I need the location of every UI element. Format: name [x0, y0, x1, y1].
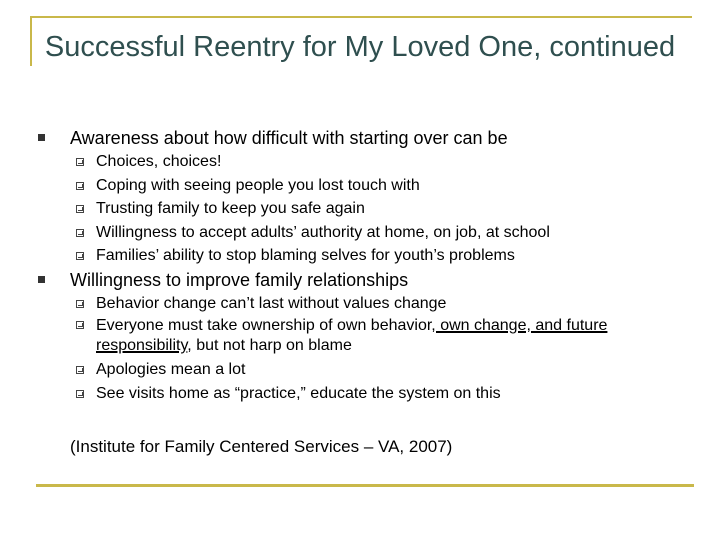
bullet-relationships [38, 268, 698, 292]
sub-bullet [38, 197, 698, 221]
sub-bullet [38, 292, 698, 316]
slide-title: Successful Reentry for My Loved One, continued [44, 31, 676, 63]
sub-bullet [38, 358, 698, 382]
sub-bullet-text-end: , but not harp on blame [187, 337, 352, 354]
bullet-text: Awareness about how difficult with starting over can be [70, 128, 508, 148]
sub-bullet-text: Coping with seeing people you lost touch with [96, 176, 420, 194]
bullet-text: Willingness to improve family relationships [70, 269, 409, 290]
sub-bullet-text: Families’ ability to stop blaming selves for youth’s problems [96, 247, 515, 264]
sub-bullet [38, 315, 698, 358]
sub-bullet [38, 382, 698, 406]
checkbox-bullet-icon [76, 158, 84, 166]
checkbox-bullet-icon [76, 205, 84, 213]
checkbox-bullet-icon [76, 182, 84, 190]
checkbox-bullet-icon [76, 390, 84, 398]
sub-bullet-text: Willingness to accept adults’ authority at home, on job, at school [96, 223, 550, 241]
sub-bullet [38, 174, 698, 198]
sub-bullet [38, 221, 698, 245]
square-bullet-icon [38, 134, 45, 141]
checkbox-bullet-icon [76, 252, 84, 260]
sub-bullet-text: See visits home as “practice,” educate the system on this [96, 384, 501, 402]
sub-bullet-text: Choices, choices! [96, 153, 222, 170]
sub-bullet-text-start: Everyone must take ownership of own behavior [96, 317, 432, 334]
sub-bullet [38, 244, 698, 268]
checkbox-bullet-icon [76, 300, 84, 308]
left-decorative-rule [30, 16, 32, 66]
checkbox-bullet-icon [76, 366, 84, 374]
square-bullet-icon [38, 276, 45, 283]
sub-bullet-underlined-text: , own change, and future responsibility [96, 317, 608, 354]
checkbox-bullet-icon [76, 229, 84, 237]
top-decorative-rule [30, 16, 692, 18]
sub-bullet-text: Behavior change can’t last without values change [96, 294, 447, 312]
checkbox-bullet-icon [76, 321, 84, 329]
sub-bullet-text: Trusting family to keep you safe again [96, 200, 365, 217]
bullet-awareness [38, 126, 698, 150]
citation: (Institute for Family Centered Services – VA, 2007) [70, 437, 453, 456]
slide-body [38, 126, 698, 405]
sub-bullet-text: Apologies mean a lot [96, 361, 246, 378]
bottom-decorative-rule [36, 484, 694, 487]
sub-bullet [38, 150, 698, 174]
